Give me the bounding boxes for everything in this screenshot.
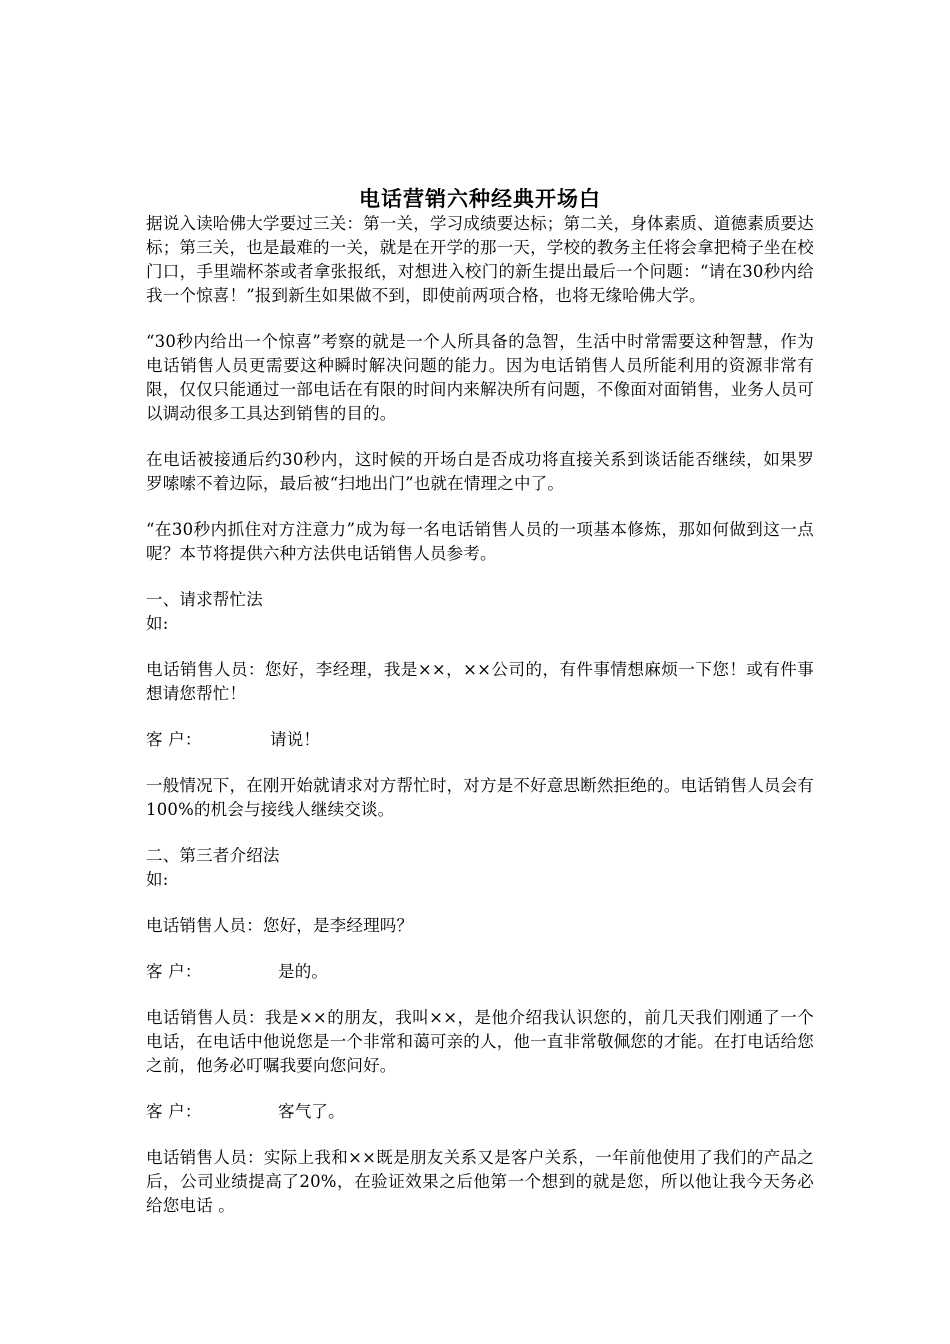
section1-heading: 一、请求帮忙法 (146, 590, 263, 609)
section1-customer-line (146, 728, 814, 752)
customer-reply: 是的。 (278, 962, 329, 981)
document-title: 电话营销六种经典开场白 (359, 187, 601, 211)
section1-summary: 一般情况下，在刚开始就请求对方帮忙时，对方是不好意思断然拒绝的。电话销售人员会有100%的机会与接线人继续交谈。 (146, 776, 814, 819)
section1-example-label: 如: (146, 614, 169, 633)
customer-label: 客 户： (146, 962, 202, 981)
section2-example-label: 如: (146, 870, 169, 889)
section1-salesperson-line: 电话销售人员：您好，李经理，我是××，××公司的，有件事情想麻烦一下您！或有件事想请您帮忙！ (146, 660, 814, 703)
customer-label: 客 户： (146, 730, 202, 749)
section2-heading: 二、第三者介绍法 (146, 846, 280, 865)
document-page (146, 186, 814, 1240)
customer-reply: 请说！ (270, 730, 321, 749)
paragraph-six-methods: “在30秒内抓住对方注意力”成为每一名电话销售人员的一项基本修炼，那如何做到这一点呢？本节将提供六种方法供电话销售人员参考。 (146, 520, 814, 563)
intro-paragraph: 据说入读哈佛大学要过三关：第一关，学习成绩要达标；第二关，身体素质、道德素质要达标；第三关，也是最难的一关，就是在开学的那一天，学校的教务主任将会拿把椅子坐在校门口，手里端杯茶或者拿张报纸，对想进入校门的新生提出最后一个问题：“请在30秒内给我一个惊喜！”报到新生如果做不到，即使前两项合格，也将无缘哈佛大学。 (146, 214, 814, 305)
customer-reply: 客气了。 (278, 1102, 345, 1121)
paragraph-opening-importance: 在电话被接通后约30秒内，这时候的开场白是否成功将直接关系到谈话能否继续，如果罗罗嗦嗦不着边际，最后被“扫地出门”也就在情理之中了。 (146, 450, 814, 493)
paragraph-30-seconds-surprise: “30秒内给出一个惊喜”考察的就是一个人所具备的急智，生活中时常需要这种智慧，作为电话销售人员更需要这种瞬时解决问题的能力。因为电话销售人员所能利用的资源非常有限，仅仅只能通过一部电话在有限的时间内来解决所有问题，不像面对面销售，业务人员可以调动很多工具达到销售的目的。 (146, 332, 814, 423)
section2-salesperson-line-2: 电话销售人员：我是××的朋友，我叫××，是他介绍我认识您的，前几天我们刚通了一个电话，在电话中他说您是一个非常和蔼可亲的人，他一直非常敬佩您的才能。在打电话给您之前，他务必叮嘱我要向您问好。 (146, 1008, 814, 1075)
section2-customer-line-1 (146, 960, 814, 984)
section2-salesperson-line-3: 电话销售人员：实际上我和××既是朋友关系又是客户关系，一年前他使用了我们的产品之后，公司业绩提高了20%，在验证效果之后他第一个想到的就是您，所以他让我今天务必给您电话 。 (146, 1148, 814, 1215)
section2-customer-line-2 (146, 1100, 814, 1124)
section2-salesperson-line-1: 电话销售人员：您好，是李经理吗？ (146, 916, 414, 935)
customer-label: 客 户： (146, 1102, 202, 1121)
